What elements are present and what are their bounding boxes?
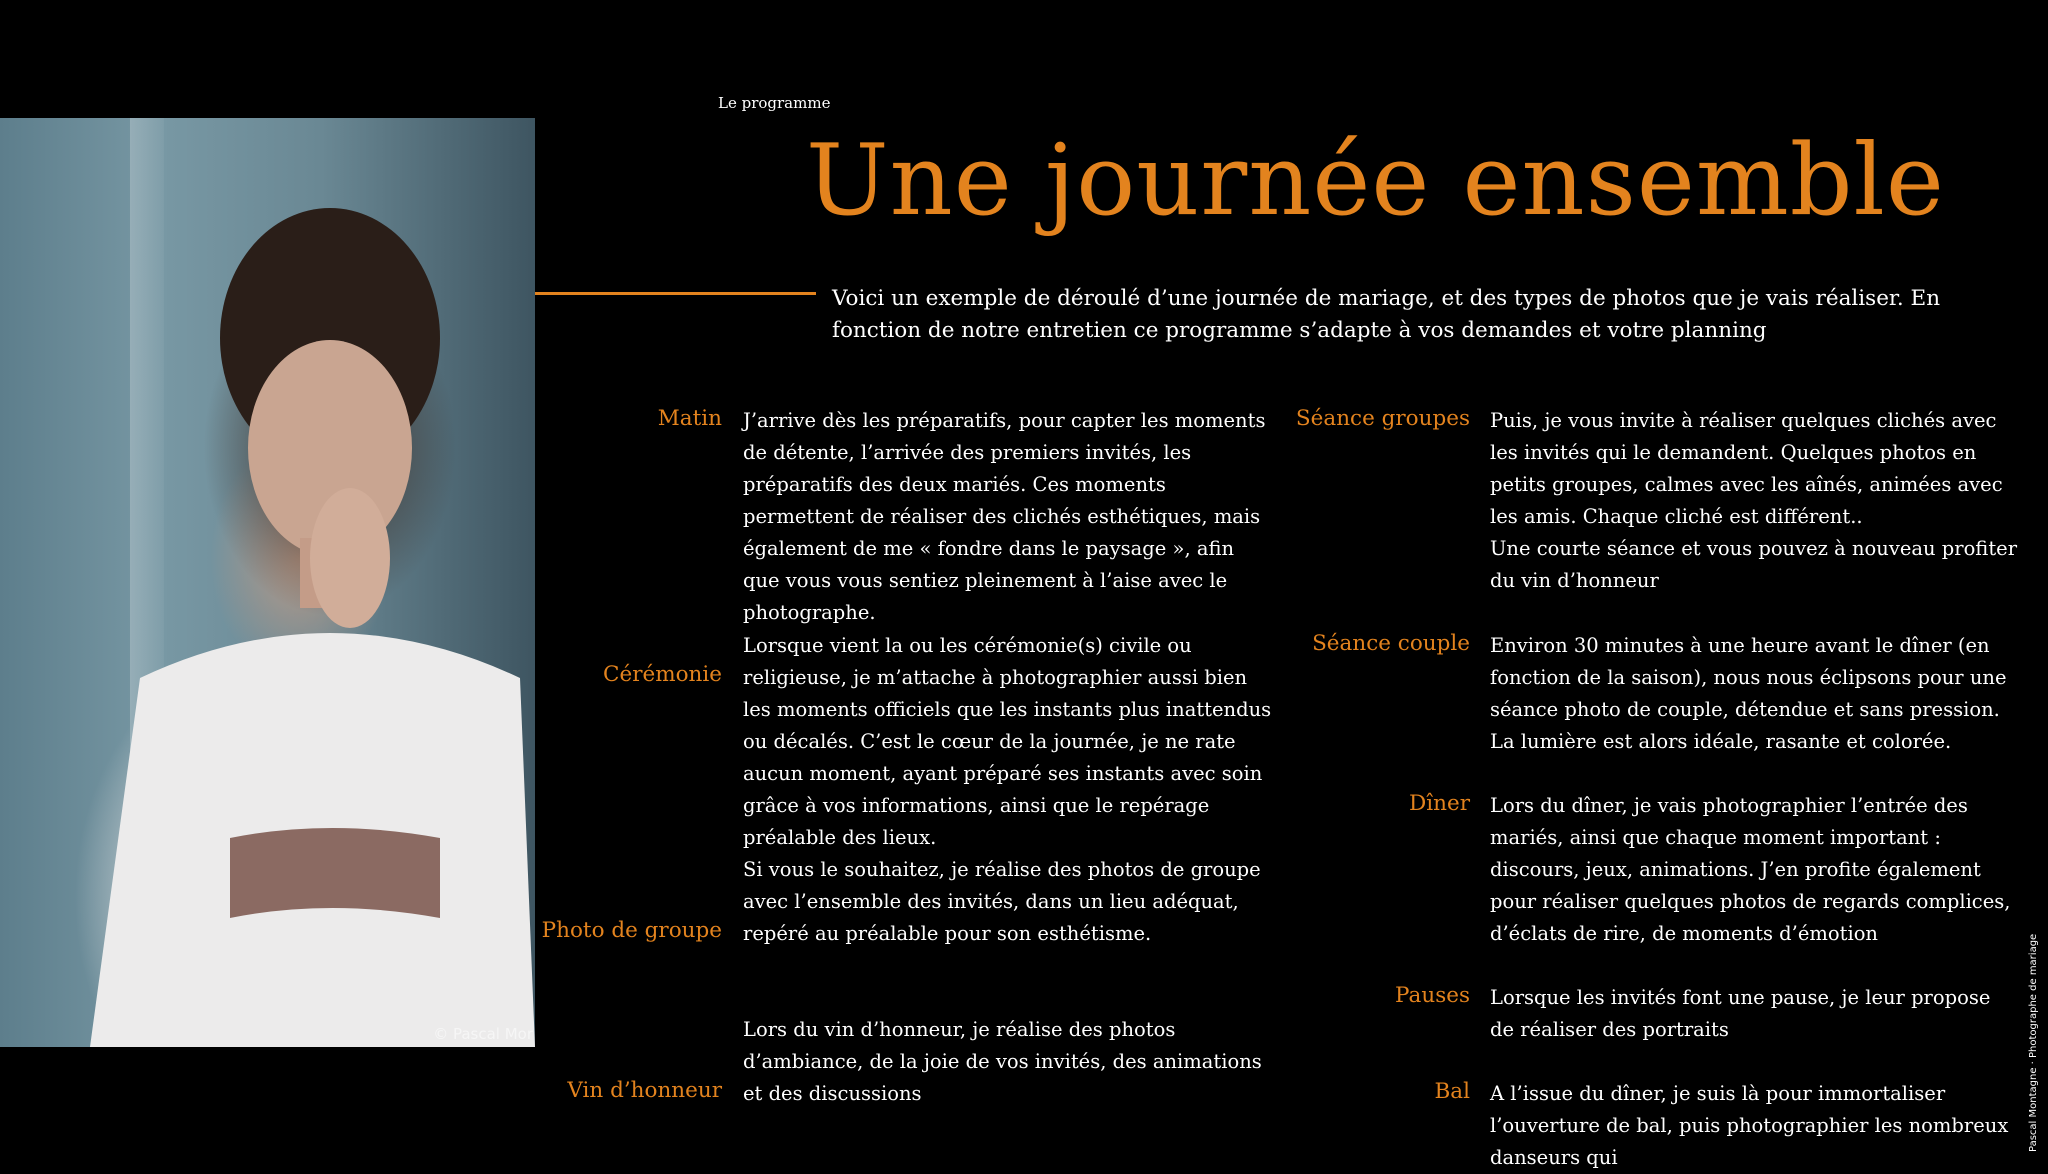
label-vin-dhonneur: Vin d’honneur [567,1078,722,1103]
side-stamp [2026,930,2048,1152]
text-seance-groupes: Puis, je vous invite à réaliser quelques clichés avec les invités qui le demandent. Quelques photos en petits groupes, calmes avec les aînés, animées avec les amis. Chaque cliché est différent.. Une courte séance et vous pouvez à nouveau profiter du vin d’honneur [1490,409,2018,592]
text-diner: Lors du dîner, je vais photographier l’entrée des mariés, ainsi que chaque moment important : discours, jeux, animations. J’en profite également pour réaliser quelques photos de regards complices, d’éclats de rire, de moments d’émotion [1490,794,2011,945]
text-bal: A l’issue du dîner, je suis là pour immortaliser l’ouverture de bal, puis photographier les nombreux danseurs qui [1490,1082,2009,1169]
side-stamp-text: Pascal Montagne · Photographe de mariage [2028,933,2039,1152]
text-seance-couple: Environ 30 minutes à une heure avant le dîner (en fonction de la saison), nous nous éclipsons pour une séance photo de couple, détendue et sans pression. La lumière est alors idéale, rasante et colorée. [1490,634,2007,753]
text-photo-de-groupe: Si vous le souhaitez, je réalise des photos de groupe avec l’ensemble des invités, dans un lieu adéquat, repéré au préalable pour son esthétisme. [743,858,1261,945]
bride-photo [0,118,535,1047]
section-label: Le programme [718,94,831,112]
text-matin: J’arrive dès les préparatifs, pour capter les moments de détente, l’arrivée des premiers invités, les préparatifs des deux mariés. Ces moments permettent de réaliser des clichés esthétiques, mais également de me « fondre dans le paysage », afin que vous vous sentiez pleinement à l’aise avec le photographe. [743,409,1266,624]
label-diner: Dîner [1409,791,1470,816]
label-bal: Bal [1434,1079,1470,1104]
accent-rule [535,292,816,295]
label-seance-couple: Séance couple [1312,631,1470,656]
intro-paragraph: Voici un exemple de déroulé d’une journée de mariage, et des types de photos que je vais réaliser. En fonction de notre entretien ce programme s’adapte à vos demandes et votre planning [832,286,1941,343]
label-matin: Matin [657,406,722,431]
text-pauses: Lorsque les invités font une pause, je leur propose de réaliser des portraits [1490,986,1991,1041]
text-ceremonie: Lorsque vient la ou les cérémonie(s) civile ou religieuse, je m’attache à photographier aussi bien les moments officiels que les instants plus inattendus ou décalés. C’est le cœur de la journée, je ne rate aucun moment, ayant préparé ses instants avec soin grâce à vos informations, ainsi que le repérage préalable des lieux. [743,634,1272,849]
label-seance-groupes: Séance groupes [1295,406,1470,431]
page-title: Une journée ensemble [806,124,1945,238]
photo-credit: © Pascal Mor [433,1025,533,1043]
label-photo-de-groupe: Photo de groupe [541,918,722,943]
label-pauses: Pauses [1395,983,1470,1008]
bride-illustration [0,118,535,1047]
label-ceremonie: Cérémonie [603,662,722,687]
text-vin-dhonneur: Lors du vin d’honneur, je réalise des photos d’ambiance, de la joie de vos invités, des animations et des discussions [743,1018,1262,1105]
